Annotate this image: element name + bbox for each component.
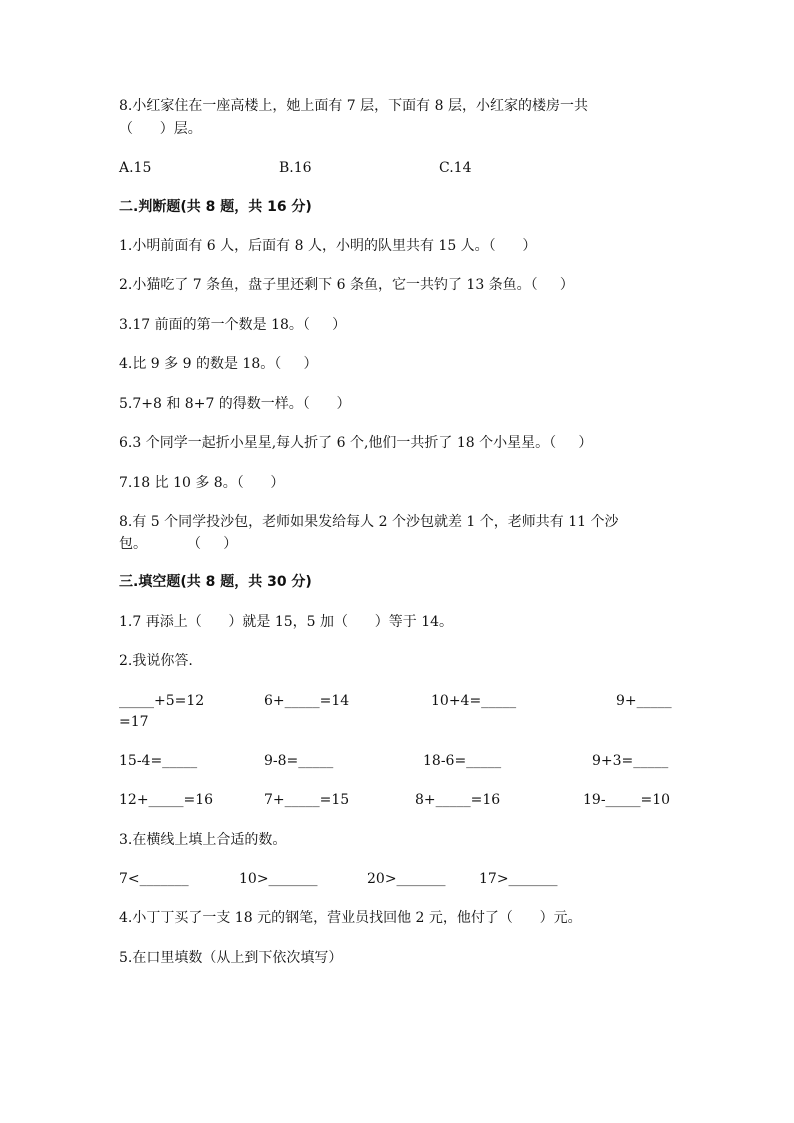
fill-q3-item-4: 17>_______	[479, 871, 558, 887]
fill-q2-r2-c3: 18-6=_____	[423, 753, 502, 769]
fill-q2-r2-c2: 9-8=_____	[264, 753, 334, 769]
q8-option-c: C.14	[439, 160, 472, 176]
q8-option-b: B.16	[279, 160, 312, 176]
fill-q2-r3-c1: 12+_____=16	[119, 792, 214, 808]
fill-q2-title: 2.我说你答.	[119, 653, 193, 669]
fill-q2-r1-c1: _____+5=12	[119, 693, 205, 709]
fill-q2-r1-c2: 6+_____=14	[264, 693, 350, 709]
tf-item-3: 3.17 前面的第一个数是 18。（ ）	[119, 317, 347, 333]
fill-q2-r3-c2: 7+_____=15	[264, 792, 350, 808]
fill-q2-r2-c1: 15-4=_____	[119, 753, 198, 769]
fill-q2-r1-wrap: =17	[119, 714, 149, 730]
q8-option-a: A.15	[119, 160, 152, 176]
fill-q2-r3-c4: 19-_____=10	[583, 792, 671, 808]
fill-q3-title: 3.在横线上填上合适的数。	[119, 832, 287, 848]
fill-q2-r1-c3: 10+4=_____	[431, 693, 517, 709]
tf-item-1: 1.小明前面有 6 人，后面有 8 人，小明的队里共有 15 人。（ ）	[119, 238, 537, 254]
tf-item-2: 2.小猫吃了 7 条鱼，盘子里还剩下 6 条鱼，它一共钓了 13 条鱼。（ ）	[119, 277, 574, 293]
fill-q2-r3-c3: 8+_____=16	[415, 792, 501, 808]
fill-q3-item-3: 20>_______	[367, 871, 446, 887]
fill-q5: 5.在口里填数（从上到下依次填写）	[119, 950, 343, 966]
q8-stem-line1: 8.小红家住在一座高楼上，她上面有 7 层，下面有 8 层，小红家的楼房一共	[119, 98, 588, 114]
q8-stem-line2: （ ）层。	[119, 121, 202, 137]
fill-q2-r2-c4: 9+3=_____	[592, 753, 669, 769]
tf-item-5: 5.7+8 和 8+7 的得数一样。（ ）	[119, 396, 351, 412]
tf-item-8-line1: 8.有 5 个同学投沙包，老师如果发给每人 2 个沙包就差 1 个，老师共有 11 个沙	[119, 514, 619, 530]
section3-title: 三.填空题(共 8 题，共 30 分)	[119, 574, 312, 590]
fill-q3-item-2: 10>_______	[239, 871, 318, 887]
tf-item-7: 7.18 比 10 多 8。（ ）	[119, 475, 285, 491]
fill-q3-item-1: 7<_______	[119, 871, 189, 887]
fill-q4: 4.小丁丁买了一支 18 元的钢笔，营业员找回他 2 元，他付了（ ）元。	[119, 910, 582, 926]
section2-title: 二.判断题(共 8 题，共 16 分)	[119, 199, 312, 215]
tf-item-6: 6.3 个同学一起折小星星,每人折了 6 个,他们一共折了 18 个小星星。（ ）	[119, 435, 593, 451]
fill-q2-r1-c4: 9+_____	[616, 693, 672, 709]
tf-item-4: 4.比 9 多 9 的数是 18。（ ）	[119, 356, 318, 372]
tf-item-8-line2: 包。 （ ）	[119, 536, 238, 552]
fill-q1: 1.7 再添上（ ）就是 15，5 加（ ）等于 14。	[119, 614, 454, 630]
